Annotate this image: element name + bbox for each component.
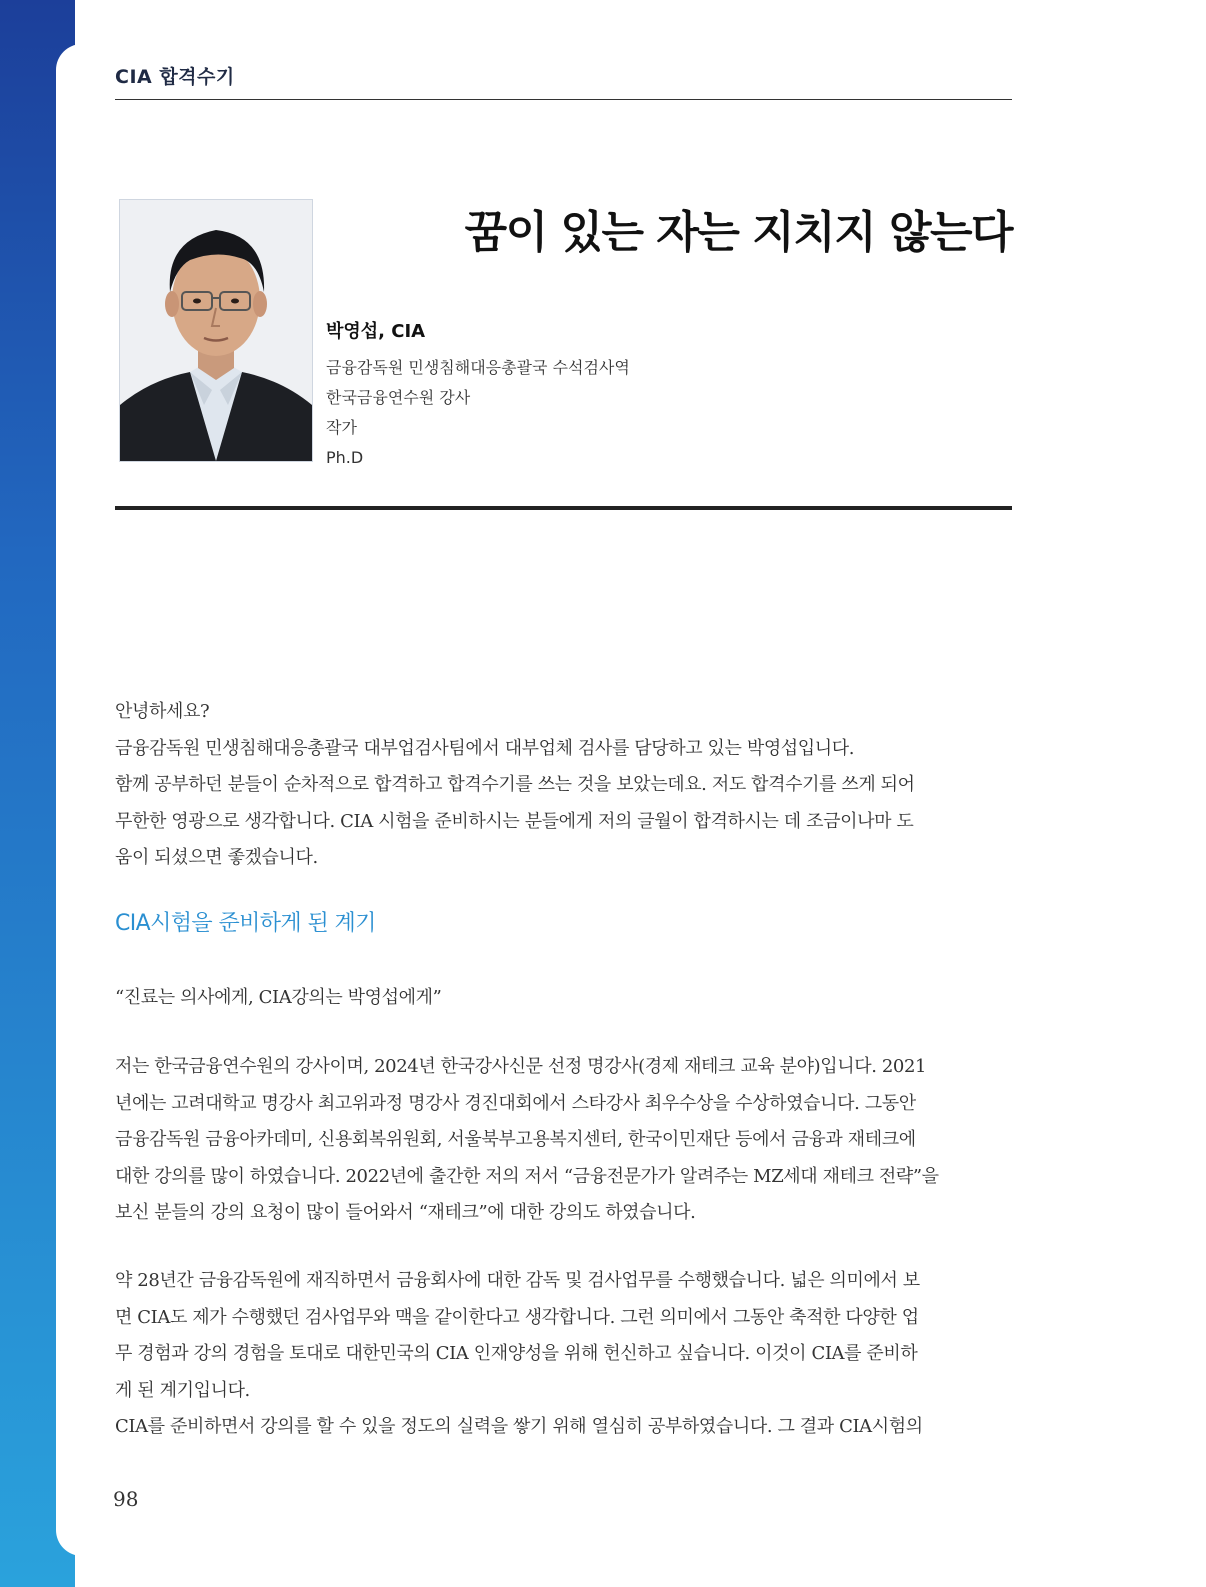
intro-paragraph — [115, 694, 1015, 877]
article-title: 꿈이 있는 자는 지치지 않는다 — [464, 207, 1012, 258]
author-role: 작가 — [326, 418, 357, 437]
text-line: “진료는 의사에게, CIA강의는 박영섭에게” — [115, 987, 442, 1008]
author-info — [326, 317, 630, 473]
text-line: 약 28년간 금융감독원에 재직하면서 금융회사에 대한 감독 및 검사업무를 수행했습니다. 넓은 의미에서 보 — [115, 1270, 920, 1291]
text-line: 년에는 고려대학교 명강사 최고위과정 명강사 경진대회에서 스타강사 최우수상을 수상하였습니다. 그동안 — [115, 1092, 916, 1114]
text-line: 금융감독원 금융아카데미, 신용회복위원회, 서울북부고용복지센터, 한국이민재단 등에서 금융과 재테크에 — [115, 1129, 916, 1150]
text-line: 금융감독원 민생침해대응총괄국 대부업검사팀에서 대부업체 검사를 담당하고 있는 박영섭입니다. — [115, 737, 855, 759]
text-line: 대한 강의를 많이 하였습니다. 2022년에 출간한 저의 저서 “금융전문가가 알려주는 MZ세대 재테크 전략”을 — [115, 1165, 939, 1187]
text-line: CIA를 준비하면서 강의를 할 수 있을 정도의 실력을 쌓기 위해 열심히 공부하였습니다. 그 결과 CIA시험의 — [115, 1416, 923, 1437]
author-role: 금융감독원 민생침해대응총괄국 수석검사역 — [326, 358, 630, 377]
body-paragraph-1 — [115, 1049, 1015, 1232]
page-number: 98 — [113, 1487, 139, 1511]
author-name: 박영섭, CIA — [326, 321, 426, 342]
text-line: 게 된 계기입니다. — [115, 1379, 250, 1401]
header-divider — [115, 99, 1012, 100]
text-line: 움이 되셨으면 좋겠습니다. — [115, 847, 318, 868]
author-photo — [119, 199, 313, 462]
author-role: 한국금융연수원 강사 — [326, 388, 471, 407]
text-line: 안녕하세요? — [115, 701, 210, 722]
title-divider — [115, 506, 1012, 510]
text-line: 무 경험과 강의 경험을 토대로 대한민국의 CIA 인재양성을 위해 헌신하고 싶습니다. 이것이 CIA를 준비하 — [115, 1343, 918, 1364]
text-line: 보신 분들의 강의 요청이 많이 들어와서 “재테크”에 대한 강의도 하였습니다. — [115, 1202, 696, 1223]
section-label: CIA 합격수기 — [115, 66, 235, 88]
quote-line — [115, 980, 1015, 1017]
author-role: Ph.D — [326, 448, 364, 467]
text-line: 면 CIA도 제가 수행했던 검사업무와 맥을 같이한다고 생각합니다. 그런 의미에서 그동안 축적한 다양한 업 — [115, 1306, 919, 1328]
portrait-illustration — [120, 200, 312, 461]
text-line: 무한한 영광으로 생각합니다. CIA 시험을 준비하시는 분들에게 저의 글월이 합격하시는 데 조금이나마 도 — [115, 810, 914, 832]
section-heading: CIA시험을 준비하게 된 계기 — [115, 911, 376, 936]
text-line: 함께 공부하던 분들이 순차적으로 합격하고 합격수기를 쓰는 것을 보았는데요. 저도 합격수기를 쓰게 되어 — [115, 774, 915, 795]
text-line: 저는 한국금융연수원의 강사이며, 2024년 한국강사신문 선정 명강사(경제 재테크 교육 분야)입니다. 2021 — [115, 1056, 927, 1077]
body-paragraph-2 — [115, 1263, 1015, 1446]
